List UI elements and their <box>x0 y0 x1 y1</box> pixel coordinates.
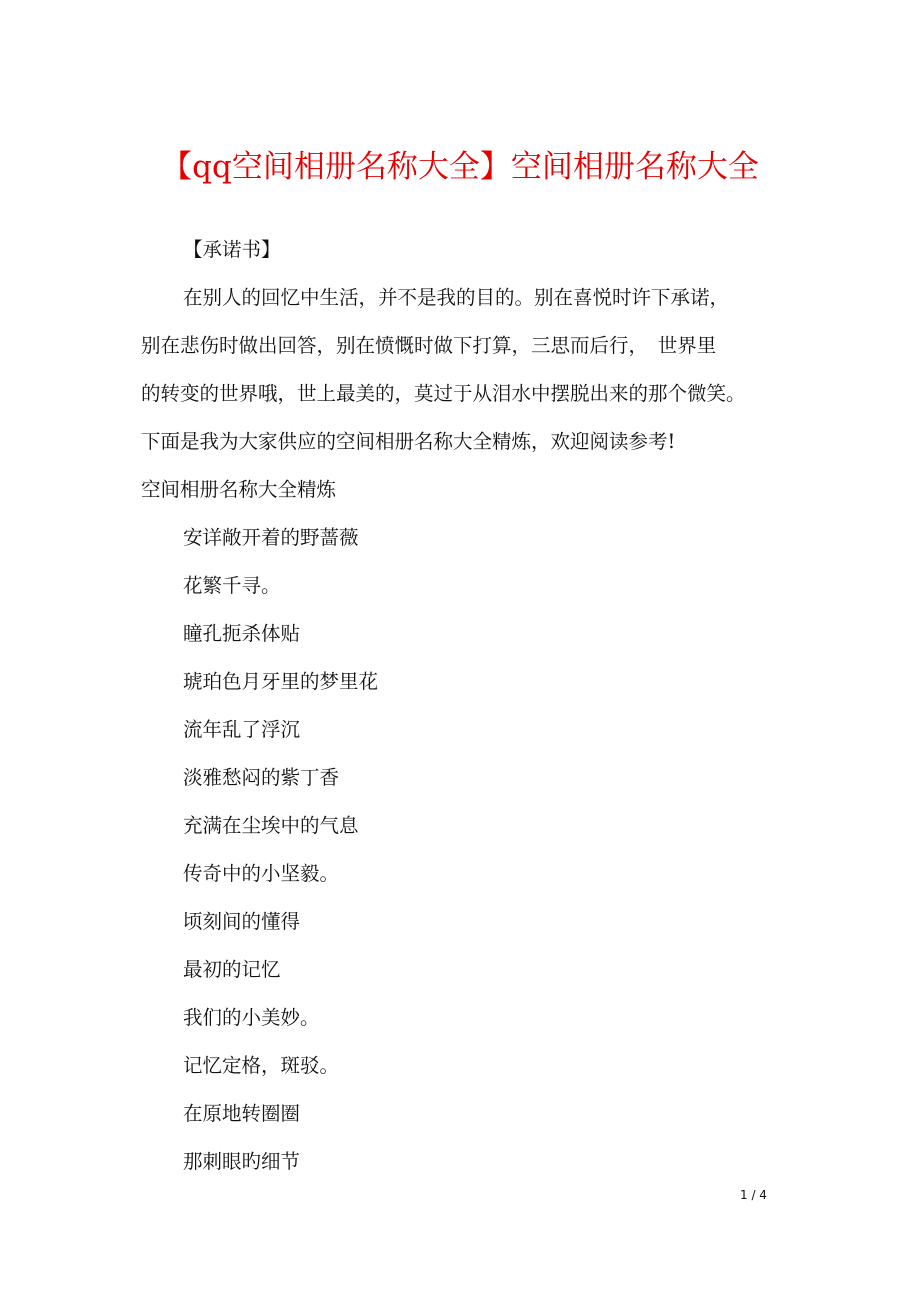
section-heading: 空间相册名称大全精炼 <box>141 478 337 501</box>
album-name-item: 充满在尘埃中的气息 <box>183 814 359 837</box>
album-name-item: 记忆定格，斑驳。 <box>183 1054 340 1077</box>
album-name-item: 琥珀色月牙里的梦里花 <box>183 670 379 693</box>
intro-heading: 【承诺书】 <box>183 238 281 261</box>
paragraph-line: 的转变的世界哦，世上最美的，莫过于从泪水中摆脱出来的那个微笑。 <box>141 382 746 405</box>
album-name-item: 瞳孔扼杀体贴 <box>183 622 301 645</box>
album-name-item: 流年乱了浮沉 <box>183 718 301 741</box>
document-title: 【qq空间相册名称大全】空间相册名称大全 <box>161 149 759 185</box>
album-name-item: 顷刻间的懂得 <box>183 910 301 933</box>
album-name-item: 花繁千寻。 <box>183 574 281 597</box>
paragraph-line: 在别人的回忆中生活，并不是我的目的。别在喜悦时许下承诺， <box>183 286 730 309</box>
paragraph-line: 别在悲伤时做出回答，别在愤慨时做下打算，三思而后行， 世界里 <box>141 334 717 357</box>
album-name-item: 安详敞开着的野蔷薇 <box>183 526 359 549</box>
album-name-item: 那刺眼旳细节 <box>183 1150 301 1173</box>
document-body <box>141 226 801 1186</box>
album-name-item: 我们的小美妙。 <box>183 1006 320 1029</box>
page-number: 1 / 4 <box>740 1188 767 1202</box>
album-name-item: 淡雅愁闷的紫丁香 <box>183 766 340 789</box>
paragraph-line: 下面是我为大家供应的空间相册名称大全精炼，欢迎阅读参考! <box>141 430 676 453</box>
album-name-item: 最初的记忆 <box>183 958 281 981</box>
album-name-item: 在原地转圈圈 <box>183 1102 301 1125</box>
album-name-item: 传奇中的小坚毅。 <box>183 862 340 885</box>
